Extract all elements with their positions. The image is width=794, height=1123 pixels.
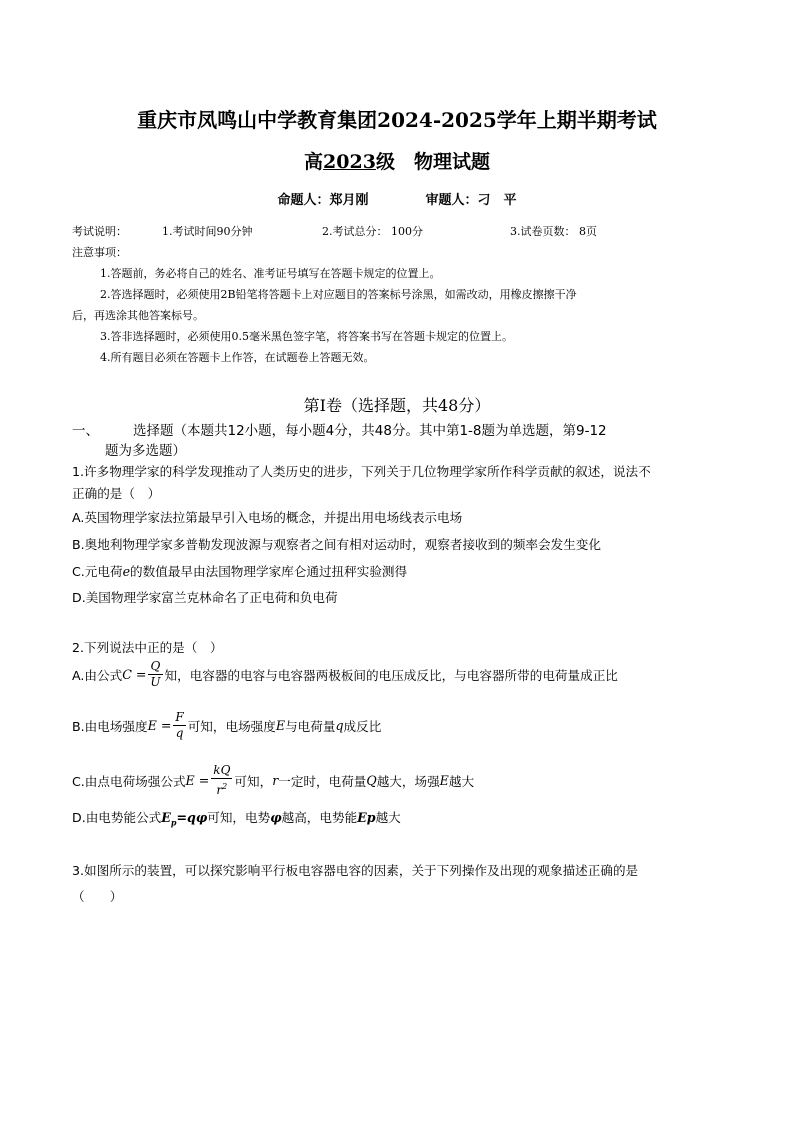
q2-b-sym2: q [335, 718, 344, 733]
exam-info-score: 2.考试总分： 100分 [322, 225, 423, 238]
exam-info-pages: 3.试卷页数： 8页 [510, 225, 597, 238]
q2-d-post: 越大 [375, 810, 401, 825]
q2-b-num: F [175, 710, 184, 724]
q1-c-pre: C.元电荷 [72, 564, 123, 579]
q1-option-d: D.美国物理学家富兰克林命名了正电荷和负电荷 [72, 590, 338, 605]
q2-c-sym3: E [439, 773, 449, 788]
q3-stem-2: （ ） [72, 889, 123, 904]
q1-c-symbol: e [122, 564, 131, 579]
q2-b-pre: B.由电场强度 [72, 719, 148, 734]
q2-c-mid: 可知， [234, 774, 273, 789]
q2-option-b [72, 710, 381, 741]
q1-c-post: 的数值最早由法国物理学家库仑通过扭秤实验测得 [130, 564, 408, 579]
q2-option-a [72, 659, 618, 690]
notice-3: 3.答非选择题时，必须使用0.5毫米黑色签字笔，将答案书写在答题卡规定的位置上。 [100, 330, 513, 343]
q3-stem-1: 3.如图所示的装置，可以探究影响平行板电容器电容的因素，关于下列操作及出现的观象描述正确的是 [72, 863, 639, 878]
q1-option-a: A.英国物理学家法拉第最早引入电场的概念，并提出用电场线表示电场 [72, 510, 463, 525]
q2-c-num: kQ [213, 763, 231, 777]
q2-b-sym1: E [275, 718, 286, 733]
q2-c-mid3: 越大，场强 [376, 774, 440, 789]
exam-info-label: 考试说明： [72, 225, 127, 238]
part-desc-2: 题为多选题） [105, 443, 186, 459]
q2-c-sym2: Q [366, 773, 377, 788]
notice-2a: 2.答选择题时，必须使用2B铅笔将答题卡上对应题目的答案标号涂黑，如需改动，用橡皮擦擦干净 [100, 288, 577, 301]
q2-d-formula: E [161, 810, 171, 825]
subtitle-prefix: 高 [304, 151, 324, 173]
exam-info-time: 1.考试时间90分钟 [162, 225, 253, 238]
notice-2b: 后，再选涂其他答案标号。 [72, 309, 204, 322]
q2-a-lhs: C = [122, 667, 147, 682]
q2-c-den: r [216, 783, 223, 797]
q2-d-pre: D.由电势能公式 [72, 810, 162, 825]
q2-b-den: q [175, 726, 184, 740]
q1-stem-2: 正确的是（ ） [72, 486, 161, 501]
part-number: 一、 [72, 423, 99, 439]
q2-option-c [72, 763, 474, 798]
q2-c-sym1: r [272, 773, 279, 788]
q2-a-den: U [150, 675, 161, 689]
section-title: 第Ⅰ卷（选择题，共48分） [303, 396, 491, 415]
q2-option-d [72, 807, 401, 828]
q2-b-post: 成反比 [343, 719, 382, 734]
q2-b-mid2: 与电荷量 [285, 719, 336, 734]
q2-a-post: 知，电容器的电容与电容器两极板间的电压成反比，与电容器所带的电荷量成正比 [164, 668, 618, 683]
q2-c-pre: C.由点电荷场强公式 [72, 774, 186, 789]
q2-d-sym2: Ep [357, 810, 376, 825]
notice-1: 1.答题前，务必将自己的姓名、准考证号填写在答题卡规定的位置上。 [100, 267, 441, 280]
q2-a-num: Q [148, 659, 162, 675]
q2-d-rhs: =qφ [176, 810, 208, 825]
exam-title: 重庆市凤鸣山中学教育集团2024-2025学年上期半期考试 [137, 108, 657, 132]
subtitle-grade: 2023 [323, 151, 376, 173]
q2-c-den-wrap [211, 779, 232, 798]
subtitle-suffix: 级 物理试题 [375, 151, 490, 173]
q2-c-post: 越大 [448, 774, 475, 789]
q2-c-mid2: 一定时，电荷量 [278, 774, 367, 789]
q2-b-lhs: E = [147, 718, 172, 733]
q2-b-fraction [173, 710, 185, 741]
part-desc-1: 选择题（本题共12小题，每小题4分，共48分。其中第1-8题为单选题，第9-12 [133, 423, 607, 439]
q2-a-pre: A.由公式 [72, 668, 123, 683]
q2-c-fraction [211, 763, 232, 798]
q2-c-den-sup: 2 [222, 782, 228, 791]
q1-option-b: B.奥地利物理学家多普勒发现波源与观察者之间有相对运动时，观察者接收到的频率会发生变化 [72, 537, 601, 552]
q1-option-c [72, 561, 407, 580]
notice-4: 4.所有题目必须在答题卡上作答，在试题卷上答题无效。 [100, 351, 375, 364]
q2-d-sub: p [170, 817, 177, 828]
authors-line [0, 189, 794, 208]
q2-d-mid2: 越高，电势能 [281, 810, 358, 825]
setter: 命题人：郑月刚 [277, 193, 369, 208]
q2-stem: 2.下列说法中正的是（ ） [72, 640, 223, 655]
q1-stem-1: 1.许多物理学家的科学发现推动了人类历史的进步，下列关于几位物理学家所作科学贡献的叙述，说法不 [72, 464, 651, 479]
notice-label: 注意事项： [72, 246, 127, 259]
q2-b-mid: 可知，电场强度 [187, 719, 276, 734]
q2-a-fraction [148, 659, 162, 690]
q2-d-sym: φ [270, 810, 282, 825]
q2-d-mid: 可知，电势 [207, 810, 271, 825]
exam-subtitle [0, 147, 794, 174]
reviewer: 审题人：刁 平 [425, 193, 517, 208]
q2-c-lhs: E = [185, 773, 210, 788]
